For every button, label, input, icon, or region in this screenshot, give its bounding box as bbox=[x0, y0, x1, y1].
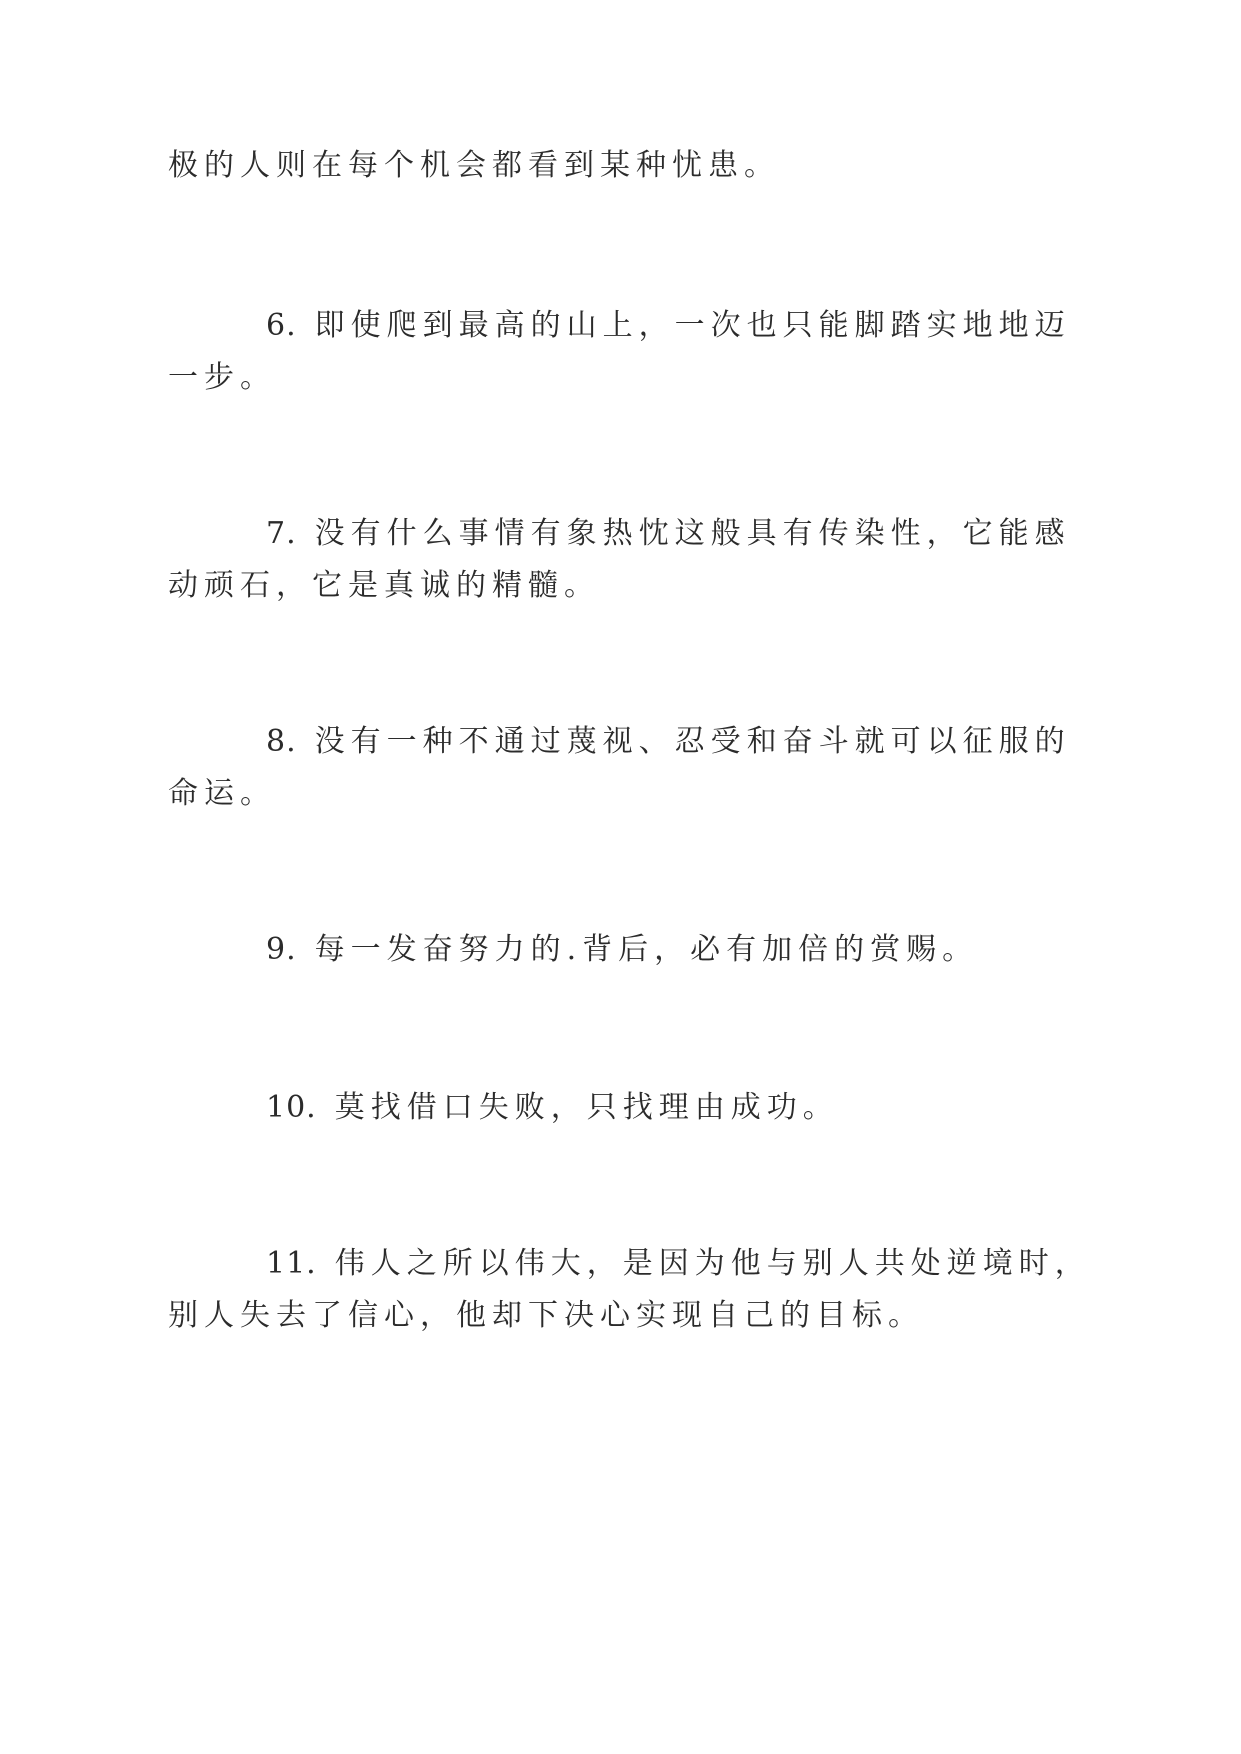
paragraph-8-line-1 bbox=[266, 722, 1071, 762]
paragraph-6-line-2: 一步。 bbox=[168, 360, 276, 395]
paragraph-10-line-1 bbox=[266, 1088, 839, 1128]
paragraph-text: 莫找借口失败，只找理由成功。 bbox=[334, 1090, 839, 1125]
paragraph-text: 即使爬到最高的山上，一次也只能脚踏实地地迈 bbox=[314, 308, 1071, 343]
item-number: 11. bbox=[266, 1246, 317, 1281]
paragraph-text: 没有一种不通过蔑视、忍受和奋斗就可以征服的 bbox=[314, 724, 1071, 759]
item-number: 7. bbox=[266, 516, 297, 551]
paragraph-8-line-2: 命运。 bbox=[168, 776, 276, 811]
paragraph-text: 伟人之所以伟大，是因为他与别人共处逆境时， bbox=[334, 1246, 1091, 1281]
item-number: 9. bbox=[266, 932, 297, 967]
paragraph-text: 没有什么事情有象热忱这般具有传染性，它能感 bbox=[314, 516, 1071, 551]
paragraph-text: 每一发奋努力的.背后，必有加倍的赏赐。 bbox=[314, 932, 979, 967]
paragraph-9-line-1 bbox=[266, 930, 978, 970]
paragraph-11-line-1 bbox=[266, 1244, 1091, 1284]
paragraph-7-line-2: 动顽石，它是真诚的精髓。 bbox=[168, 568, 600, 603]
paragraph-7-line-1 bbox=[266, 514, 1071, 554]
item-number: 6. bbox=[266, 308, 297, 343]
paragraph-11-line-2: 别人失去了信心，他却下决心实现自己的目标。 bbox=[168, 1298, 924, 1333]
item-number: 8. bbox=[266, 724, 297, 759]
paragraph-6-line-1 bbox=[266, 306, 1071, 346]
paragraph-continuation-line: 极的人则在每个机会都看到某种忧患。 bbox=[168, 148, 780, 183]
item-number: 10. bbox=[266, 1090, 317, 1125]
